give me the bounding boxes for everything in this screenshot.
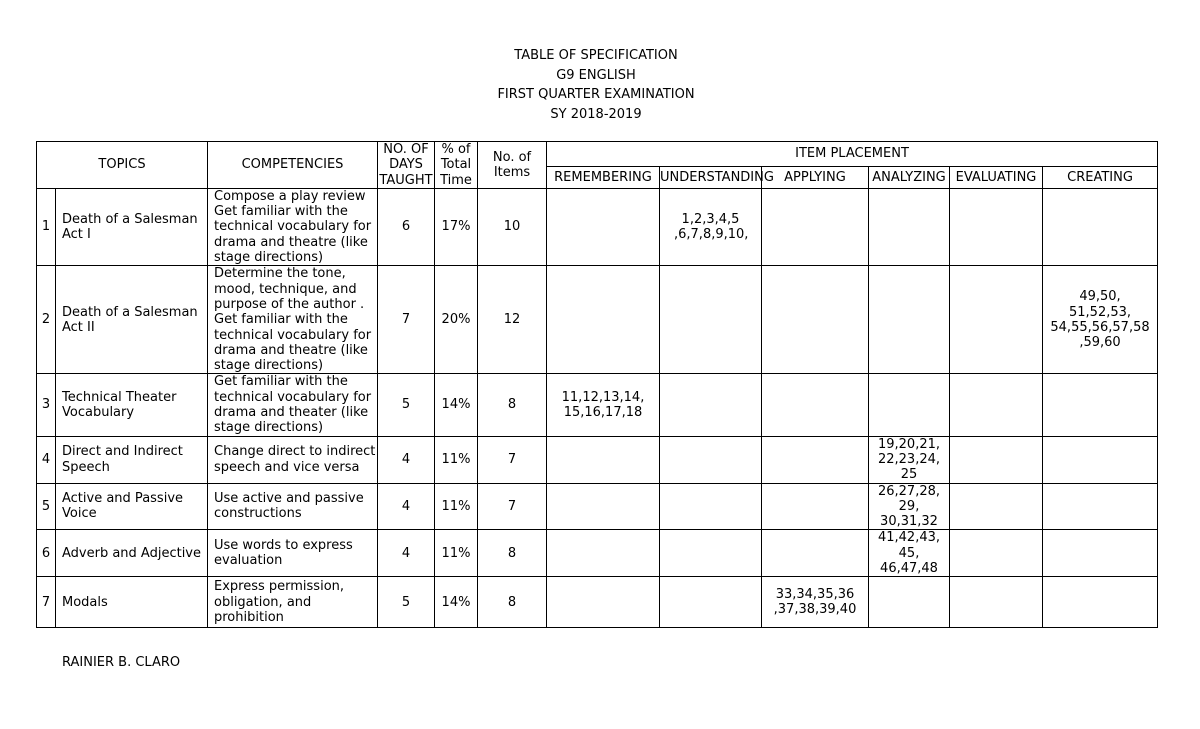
evaluating-cell xyxy=(950,530,1043,577)
document-title-block xyxy=(0,46,1192,124)
items-cell: 8 xyxy=(478,577,547,628)
creating-header: CREATING xyxy=(1043,166,1158,188)
days-cell: 6 xyxy=(378,188,435,265)
table-row xyxy=(37,483,1158,530)
specification-table xyxy=(36,141,1158,628)
items-cell: 7 xyxy=(478,436,547,483)
school-year-line: SY 2018-2019 xyxy=(550,106,642,122)
applying-cell xyxy=(762,266,869,374)
topic-cell: Adverb and Adjective xyxy=(56,530,208,577)
days-cell: 7 xyxy=(378,266,435,374)
topic-cell: Direct and Indirect Speech xyxy=(56,436,208,483)
applying-cell xyxy=(762,530,869,577)
creating-cell xyxy=(1043,188,1158,265)
understanding-cell xyxy=(660,266,762,374)
analyzing-cell: 19,20,21, 22,23,24, 25 xyxy=(869,436,950,483)
evaluating-cell xyxy=(950,374,1043,436)
days-cell: 5 xyxy=(378,577,435,628)
analyzing-cell xyxy=(869,266,950,374)
competency-cell: Express permission, obligation, and prohibition xyxy=(208,577,378,628)
evaluating-cell xyxy=(950,188,1043,265)
items-cell: 7 xyxy=(478,483,547,530)
applying-cell xyxy=(762,374,869,436)
days-taught-header: NO. OF DAYS TAUGHT xyxy=(379,142,433,188)
items-cell: 12 xyxy=(478,266,547,374)
row-number: 7 xyxy=(37,577,56,628)
items-cell: 8 xyxy=(478,530,547,577)
signature-name: RAINIER B. CLARO xyxy=(62,655,181,670)
analyzing-cell xyxy=(869,374,950,436)
percent-cell: 11% xyxy=(435,436,478,483)
percent-cell: 20% xyxy=(435,266,478,374)
table-row xyxy=(37,266,1158,374)
creating-cell xyxy=(1043,374,1158,436)
exam-line: FIRST QUARTER EXAMINATION xyxy=(497,87,695,103)
applying-cell xyxy=(762,188,869,265)
remembering-cell xyxy=(547,530,660,577)
topic-cell: Modals xyxy=(56,577,208,628)
days-cell: 5 xyxy=(378,374,435,436)
percent-cell: 17% xyxy=(435,188,478,265)
understanding-cell xyxy=(660,483,762,530)
percent-cell: 11% xyxy=(435,530,478,577)
understanding-cell: 1,2,3,4,5 ,6,7,8,9,10, xyxy=(660,188,762,265)
row-number: 6 xyxy=(37,530,56,577)
understanding-cell xyxy=(660,577,762,628)
competency-cell: Change direct to indirect speech and vice versa xyxy=(208,436,378,483)
table-row xyxy=(37,188,1158,265)
percent-time-header: % of Total Time xyxy=(435,142,478,189)
understanding-cell xyxy=(660,436,762,483)
percent-cell: 11% xyxy=(435,483,478,530)
evaluating-cell xyxy=(950,436,1043,483)
remembering-cell xyxy=(547,577,660,628)
creating-cell xyxy=(1043,436,1158,483)
competency-cell: Compose a play review Get familiar with the technical vocabulary for drama and theatre (like stage directions) xyxy=(208,188,378,265)
applying-cell: 33,34,35,36 ,37,38,39,40 xyxy=(762,577,869,628)
analyzing-cell: 26,27,28, 29, 30,31,32 xyxy=(869,483,950,530)
analyzing-cell: 41,42,43, 45, 46,47,48 xyxy=(869,530,950,577)
topic-cell: Death of a Salesman Act I xyxy=(56,188,208,265)
table-row xyxy=(37,577,1158,628)
analyzing-cell xyxy=(869,577,950,628)
document-title: TABLE OF SPECIFICATION xyxy=(514,48,678,63)
table-row xyxy=(37,374,1158,436)
item-placement-header: ITEM PLACEMENT xyxy=(547,142,1158,167)
creating-cell xyxy=(1043,577,1158,628)
remembering-cell xyxy=(547,266,660,374)
row-number: 4 xyxy=(37,436,56,483)
row-number: 5 xyxy=(37,483,56,530)
remembering-cell xyxy=(547,436,660,483)
creating-cell xyxy=(1043,530,1158,577)
competency-cell: Use active and passive constructions xyxy=(208,483,378,530)
table-row xyxy=(37,530,1158,577)
row-number: 1 xyxy=(37,188,56,265)
number-of-items-header: No. of Items xyxy=(478,142,547,189)
remembering-cell xyxy=(547,188,660,265)
table-row xyxy=(37,436,1158,483)
percent-cell: 14% xyxy=(435,577,478,628)
topic-cell: Death of a Salesman Act II xyxy=(56,266,208,374)
items-cell: 8 xyxy=(478,374,547,436)
analyzing-cell xyxy=(869,188,950,265)
creating-cell: 49,50, 51,52,53, 54,55,56,57,58 ,59,60 xyxy=(1043,266,1158,374)
competency-cell: Get familiar with the technical vocabulary for drama and theater (like stage directions) xyxy=(208,374,378,436)
competency-cell: Use words to express evaluation xyxy=(208,530,378,577)
applying-cell xyxy=(762,436,869,483)
items-cell: 10 xyxy=(478,188,547,265)
days-cell: 4 xyxy=(378,530,435,577)
evaluating-cell xyxy=(950,577,1043,628)
evaluating-cell xyxy=(950,483,1043,530)
remembering-cell xyxy=(547,483,660,530)
understanding-cell xyxy=(660,374,762,436)
competencies-header: COMPETENCIES xyxy=(208,142,378,189)
days-cell: 4 xyxy=(378,483,435,530)
topics-header: TOPICS xyxy=(37,142,208,189)
evaluating-header: EVALUATING xyxy=(950,166,1043,188)
applying-header: APPLYING xyxy=(762,166,869,188)
competency-cell: Determine the tone, mood, technique, and purpose of the author . Get familiar with the technical vocabulary for drama and theatre (like stage directions) xyxy=(208,266,378,374)
row-number: 2 xyxy=(37,266,56,374)
days-cell: 4 xyxy=(378,436,435,483)
topic-cell: Technical Theater Vocabulary xyxy=(56,374,208,436)
understanding-header: UNDERSTANDING xyxy=(660,166,762,188)
analyzing-header: ANALYZING xyxy=(869,166,950,188)
remembering-cell: 11,12,13,14, 15,16,17,18 xyxy=(547,374,660,436)
header-row-top xyxy=(37,142,1158,167)
topic-cell: Active and Passive Voice xyxy=(56,483,208,530)
understanding-cell xyxy=(660,530,762,577)
creating-cell xyxy=(1043,483,1158,530)
subject-line: G9 ENGLISH xyxy=(556,67,636,83)
percent-cell: 14% xyxy=(435,374,478,436)
evaluating-cell xyxy=(950,266,1043,374)
applying-cell xyxy=(762,483,869,530)
remembering-header: REMEMBERING xyxy=(547,166,660,188)
row-number: 3 xyxy=(37,374,56,436)
